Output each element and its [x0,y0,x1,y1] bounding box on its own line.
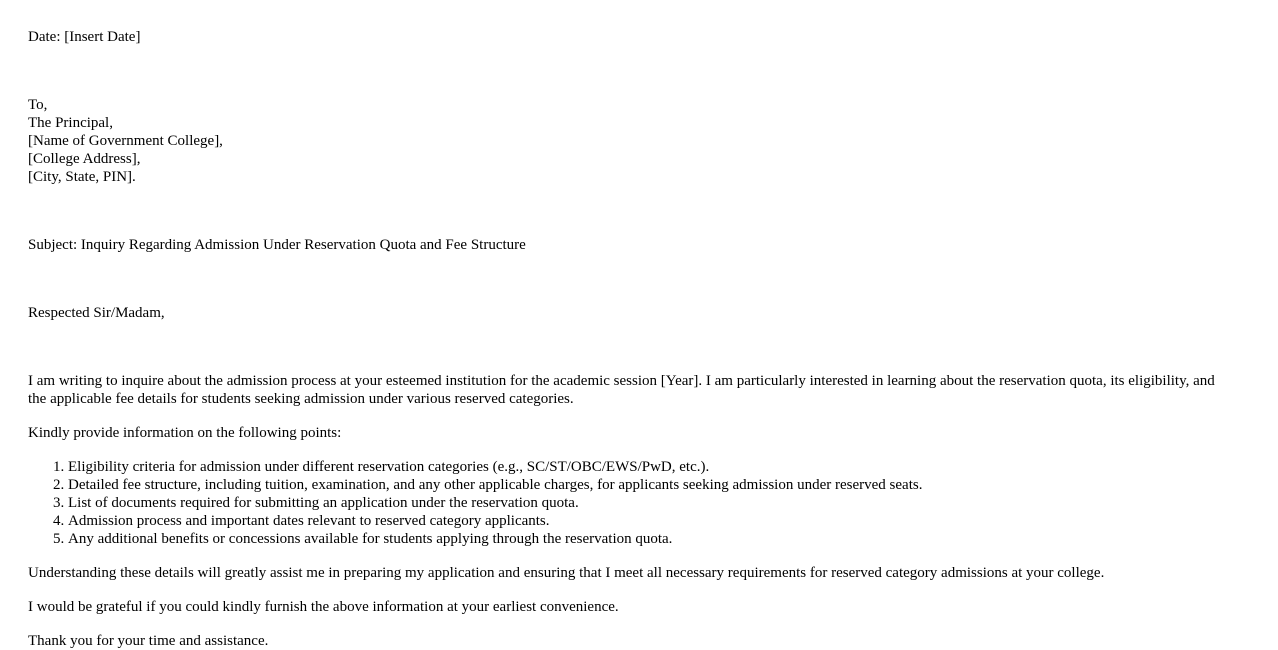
letter-subject: Subject: Inquiry Regarding Admission Under Reservation Quota and Fee Structure [28,237,526,253]
address-line: The Principal, [28,115,113,131]
list-item: 1. Eligibility criteria for admission under different reservation categories (e.g., SC/ST/OBC/EWS/PwD, etc.). [68,458,1218,476]
thanks-paragraph: Thank you for your time and assistance. [28,633,269,649]
letter-salutation: Respected Sir/Madam, [28,305,165,321]
address-line: To, [28,97,48,113]
request-points-list [28,458,1218,548]
list-item: 4. Admission process and important dates relevant to reserved category applicants. [68,512,1218,530]
understanding-paragraph: Understanding these details will greatly assist me in preparing my application and ensuring that I meet all necessary requirements for reserved category admissions at your college. [28,565,1105,581]
letter-date: Date: [Insert Date] [28,29,141,45]
intro-paragraph: I am writing to inquire about the admission process at your esteemed institution for the academic session [Year]. I am particularly interested in learning about the reservation quota, its eligibility, and the applicable fee details for students seeking admission under various reserved categories. [28,373,1215,407]
request-paragraph: Kindly provide information on the following points: [28,425,342,441]
recipient-address [28,96,1218,186]
address-line: [City, State, PIN]. [28,169,136,185]
list-item: 5. Any additional benefits or concessions available for students applying through the reservation quota. [68,530,1218,548]
address-line: [Name of Government College], [28,133,223,149]
list-item: 3. List of documents required for submitting an application under the reservation quota. [68,494,1218,512]
list-item: 2. Detailed fee structure, including tuition, examination, and any other applicable charges, for applicants seeking admission under reserved seats. [68,476,1218,494]
address-line: [College Address], [28,151,141,167]
grateful-paragraph: I would be grateful if you could kindly furnish the above information at your earliest convenience. [28,599,619,615]
